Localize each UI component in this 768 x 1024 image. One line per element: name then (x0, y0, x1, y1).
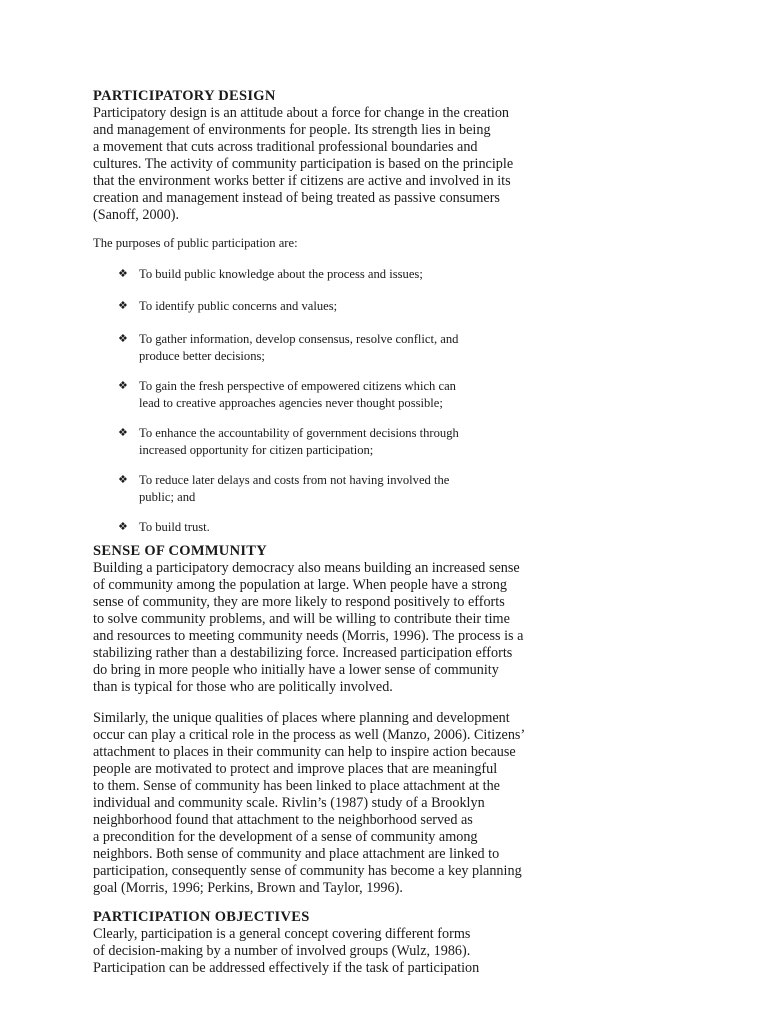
text-line: to solve community problems, and will be willing to contribute their time (93, 611, 510, 627)
text-line: participation, consequently sense of community has become a key planning (93, 863, 522, 879)
bullet-diamond-icon: ❖ (118, 380, 128, 392)
bullet-diamond-icon: ❖ (118, 521, 128, 533)
text-line: occur can play a critical role in the process as well (Manzo, 2006). Citizens’ (93, 727, 526, 743)
text-line: of community among the population at large. When people have a strong (93, 577, 507, 593)
text-line: Participatory design is an attitude about a force for change in the creation (93, 105, 510, 121)
list-item-text: To identify public concerns and values; (139, 299, 338, 313)
text-line: Participation can be addressed effectively if the task of participation (93, 960, 480, 976)
text-line: (Sanoff, 2000). (93, 207, 180, 223)
list-item-text: public; and (139, 490, 196, 504)
list-item-text: produce better decisions; (139, 349, 265, 363)
bullet-diamond-icon: ❖ (118, 333, 128, 345)
paragraph (93, 105, 753, 224)
text-line: than is typical for those who are politically involved. (93, 679, 393, 695)
text-line: Clearly, participation is a general concept covering different forms (93, 926, 471, 942)
section-heading: PARTICIPATORY DESIGN (93, 88, 276, 104)
bullet-diamond-icon: ❖ (118, 300, 128, 312)
paragraph (93, 710, 753, 897)
text-line: a precondition for the development of a sense of community among (93, 829, 478, 845)
text-line: Building a participatory democracy also means building an increased sense (93, 560, 520, 576)
bullet-diamond-icon: ❖ (118, 427, 128, 439)
list-item-text: To enhance the accountability of government decisions through (139, 426, 459, 440)
text-line: and management of environments for people. Its strength lies in being (93, 122, 491, 138)
text-line: cultures. The activity of community participation is based on the principle (93, 156, 514, 172)
bullet-diamond-icon: ❖ (118, 474, 128, 486)
text-line: creation and management instead of being treated as passive consumers (93, 190, 500, 206)
text-line: of decision-making by a number of involved groups (Wulz, 1986). (93, 943, 471, 959)
participation-objectives-section (93, 909, 753, 977)
text-line: stabilizing rather than a destabilizing force. Increased participation efforts (93, 645, 513, 661)
text-line: attachment to places in their community can help to inspire action because (93, 744, 516, 760)
participatory-design-section (93, 88, 753, 224)
text-line: to them. Sense of community has been linked to place attachment at the (93, 778, 500, 794)
list-item-text: To build public knowledge about the process and issues; (139, 267, 423, 281)
list-item-text: increased opportunity for citizen participation; (139, 443, 374, 457)
paragraph (93, 926, 753, 977)
list-item-text: To reduce later delays and costs from not having involved the (139, 473, 450, 487)
paragraph (93, 560, 753, 696)
text-line: neighborhood found that attachment to the neighborhood served as (93, 812, 473, 828)
text-line: and resources to meeting community needs (Morris, 1996). The process is a (93, 628, 524, 644)
text-line: goal (Morris, 1996; Perkins, Brown and Taylor, 1996). (93, 880, 403, 896)
list-item-text: To gather information, develop consensus, resolve conflict, and (139, 332, 459, 346)
text-line: do bring in more people who initially have a lower sense of community (93, 662, 499, 678)
text-line: sense of community, they are more likely to respond positively to efforts (93, 594, 505, 610)
text-line: a movement that cuts across traditional professional boundaries and (93, 139, 478, 155)
bullet-diamond-icon: ❖ (118, 268, 128, 280)
text-line: people are motivated to protect and improve places that are meaningful (93, 761, 498, 777)
section-heading: SENSE OF COMMUNITY (93, 543, 268, 559)
list-item-text: To build trust. (139, 520, 210, 534)
sense-of-community-section (93, 543, 753, 696)
text-line: neighbors. Both sense of community and place attachment are linked to (93, 846, 500, 862)
purposes-intro (93, 236, 753, 253)
list-item-text: lead to creative approaches agencies never thought possible; (139, 396, 443, 410)
text-line: Similarly, the unique qualities of places where planning and development (93, 710, 510, 726)
text-line: The purposes of public participation are: (93, 236, 298, 250)
text-line: that the environment works better if citizens are active and involved in its (93, 173, 511, 189)
list-item-text: To gain the fresh perspective of empowered citizens which can (139, 379, 456, 393)
text-line: individual and community scale. Rivlin’s (1987) study of a Brooklyn (93, 795, 485, 811)
section-heading: PARTICIPATION OBJECTIVES (93, 909, 310, 925)
